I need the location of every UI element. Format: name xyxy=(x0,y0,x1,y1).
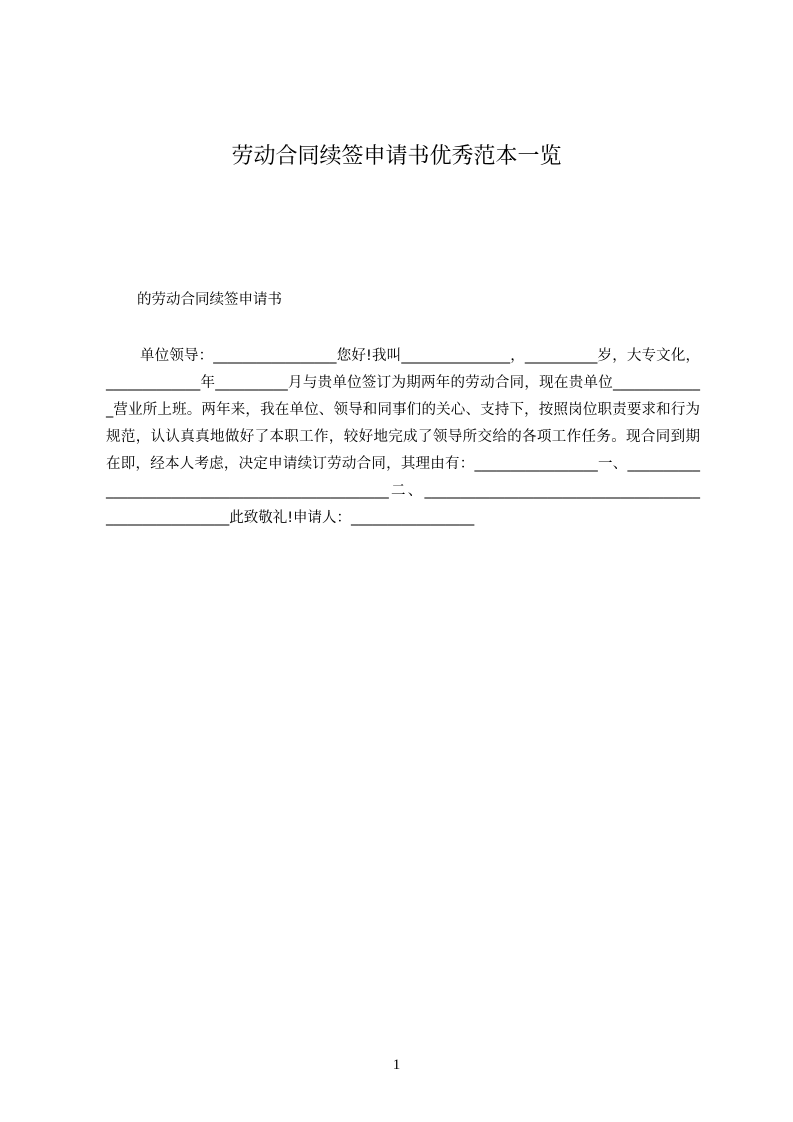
body-paragraph: 单位领导：_________________您好!我叫_______________，__________岁，大专文化，_____________年__________月与贵单位签订为期两年的劳动合同，现在贵单位_____________营业所上班。两年来，我在单位、领导和同事们的关心、支持下，按照岗位职责要求和行为规范，认认真真地做好了本职工作，较好地完成了领导所交给的各项工作任务。现合同到期在即，经本人考虑，决定申请续订劳动合同，其理由有：_________________一、_________________________________________________二、_______________________________________________________此致敬礼!申请人：_________________ xyxy=(106,348,700,526)
document-subtitle: 的劳动合同续签申请书 xyxy=(137,292,282,308)
document-title: 劳动合同续签申请书优秀范本一览 xyxy=(231,144,562,169)
page-number: 1 xyxy=(392,1057,401,1073)
